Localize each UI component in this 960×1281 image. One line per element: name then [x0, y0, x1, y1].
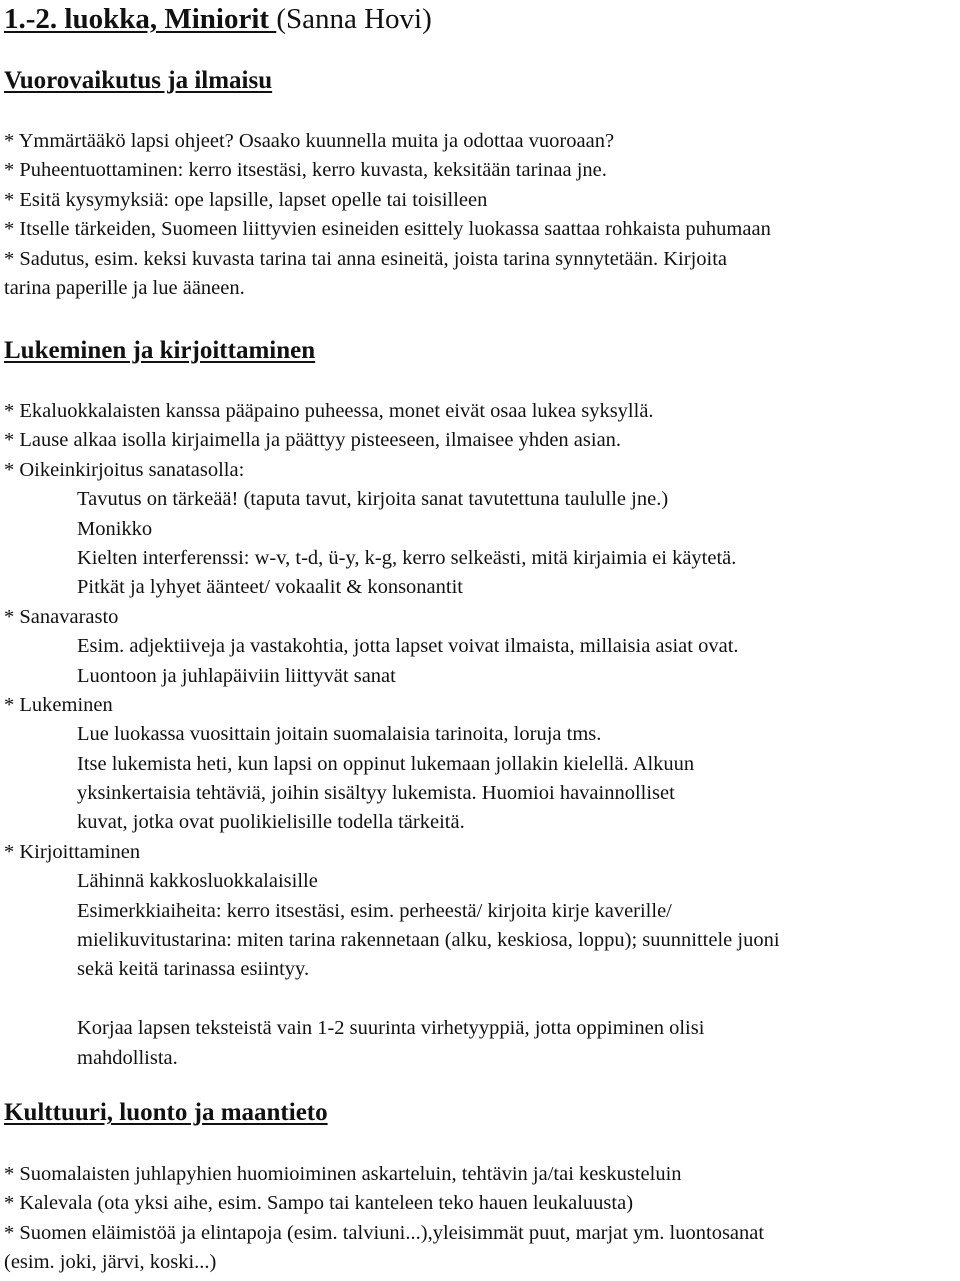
section-body-culture-nature: [4, 1160, 956, 1278]
text-line: * Suomalaisten juhlapyhien huomioiminen askarteluin, tehtävin ja/tai keskusteluin: [4, 1163, 682, 1185]
text-line: * Suomen eläimistöä ja elintapoja (esim. talviuni...),yleisimmät puut, marjat ym. luontosanat: [4, 1221, 765, 1244]
section-body-interaction: [4, 127, 956, 303]
text-line: * Kirjoittaminen: [4, 840, 141, 863]
title-class-name: 1.-2. luokka, Miniorit: [4, 3, 277, 35]
text-line: sekä keitä tarinassa esiintyy.: [77, 958, 310, 981]
text-line: * Sadutus, esim. keksi kuvasta tarina tai anna esineitä, joista tarina synnytetään. Kirjoita: [4, 247, 728, 270]
text-line: * Sanavarasto: [4, 605, 119, 628]
text-line: * Kalevala (ota yksi aihe, esim. Sampo tai kanteleen teko hauen leukaluusta): [4, 1192, 634, 1215]
text-line: Lähinnä kakkosluokkalaisille: [77, 870, 318, 893]
section-heading-interaction: Vuorovaikutus ja ilmaisu: [4, 67, 273, 94]
text-line: Monikko: [77, 517, 153, 540]
text-line: Esimerkkiaiheita: kerro itsestäsi, esim. perheestä/ kirjoita kirje kaverille/: [77, 899, 672, 922]
text-line: Kielten interferenssi: w-v, t-d, ü-y, k-g, kerro selkeästi, mitä kirjaimia ei käytetä.: [77, 546, 737, 569]
text-line: kuvat, jotka ovat puolikielisille todella tärkeitä.: [77, 811, 465, 834]
text-line: * Ekaluokkalaisten kanssa pääpaino puheessa, monet eivät osaa lukea syksyllä.: [4, 400, 654, 422]
text-line: mielikuvitustarina: miten tarina rakennetaan (alku, keskiosa, loppu); suunnittele juoni: [77, 929, 780, 952]
text-line: * Lukeminen: [4, 693, 113, 716]
text-line: (esim. joki, järvi, koski...): [4, 1251, 217, 1274]
text-line: * Lause alkaa isolla kirjaimella ja päättyy pisteeseen, ilmaisee yhden asian.: [4, 429, 622, 452]
text-line: Pitkät ja lyhyet äänteet/ vokaalit & konsonantit: [77, 576, 463, 599]
text-line: * Esitä kysymyksiä: ope lapsille, lapset opelle tai toisilleen: [4, 188, 488, 211]
text-line: mahdollista.: [77, 1046, 178, 1069]
paragraph-gap: [4, 985, 956, 1014]
section-heading-reading-writing: Lukeminen ja kirjoittaminen: [4, 337, 316, 364]
page-title: [4, 2, 432, 36]
text-line: Tavutus on tärkeää! (taputa tavut, kirjoita sanat tavutettuna taululle jne.): [77, 488, 669, 511]
text-line: Luontoon ja juhlapäiviin liittyvät sanat: [77, 664, 396, 687]
text-line: yksinkertaisia tehtäviä, joihin sisältyy lukemista. Huomioi havainnolliset: [77, 782, 675, 805]
section-heading-culture-nature: Kulttuuri, luonto ja maantieto: [4, 1099, 328, 1126]
text-line: * Oikeinkirjoitus sanatasolla:: [4, 458, 245, 481]
text-line: Korjaa lapsen teksteistä vain 1-2 suurinta virhetyyppiä, jotta oppiminen olisi: [77, 1017, 705, 1040]
text-line: * Itselle tärkeiden, Suomeen liittyvien esineiden esittely luokassa saattaa rohkaista puhumaan: [4, 218, 771, 241]
text-line: tarina paperille ja lue ääneen.: [4, 276, 245, 299]
text-line: Itse lukemista heti, kun lapsi on oppinut lukemaan jollakin kielellä. Alkuun: [77, 752, 695, 775]
text-line: Lue luokassa vuosittain joitain suomalaisia tarinoita, loruja tms.: [77, 723, 602, 746]
text-line: Esim. adjektiiveja ja vastakohtia, jotta lapset voivat ilmaista, millaisia asiat ovat.: [77, 635, 739, 658]
title-teacher: (Sanna Hovi): [276, 3, 432, 35]
text-line: * Ymmärtääkö lapsi ohjeet? Osaako kuunnella muita ja odottaa vuoroaan?: [4, 130, 615, 152]
text-line: * Puheentuottaminen: kerro itsestäsi, kerro kuvasta, keksitään tarinaa jne.: [4, 159, 607, 182]
section-body-reading-writing: [4, 397, 956, 1073]
